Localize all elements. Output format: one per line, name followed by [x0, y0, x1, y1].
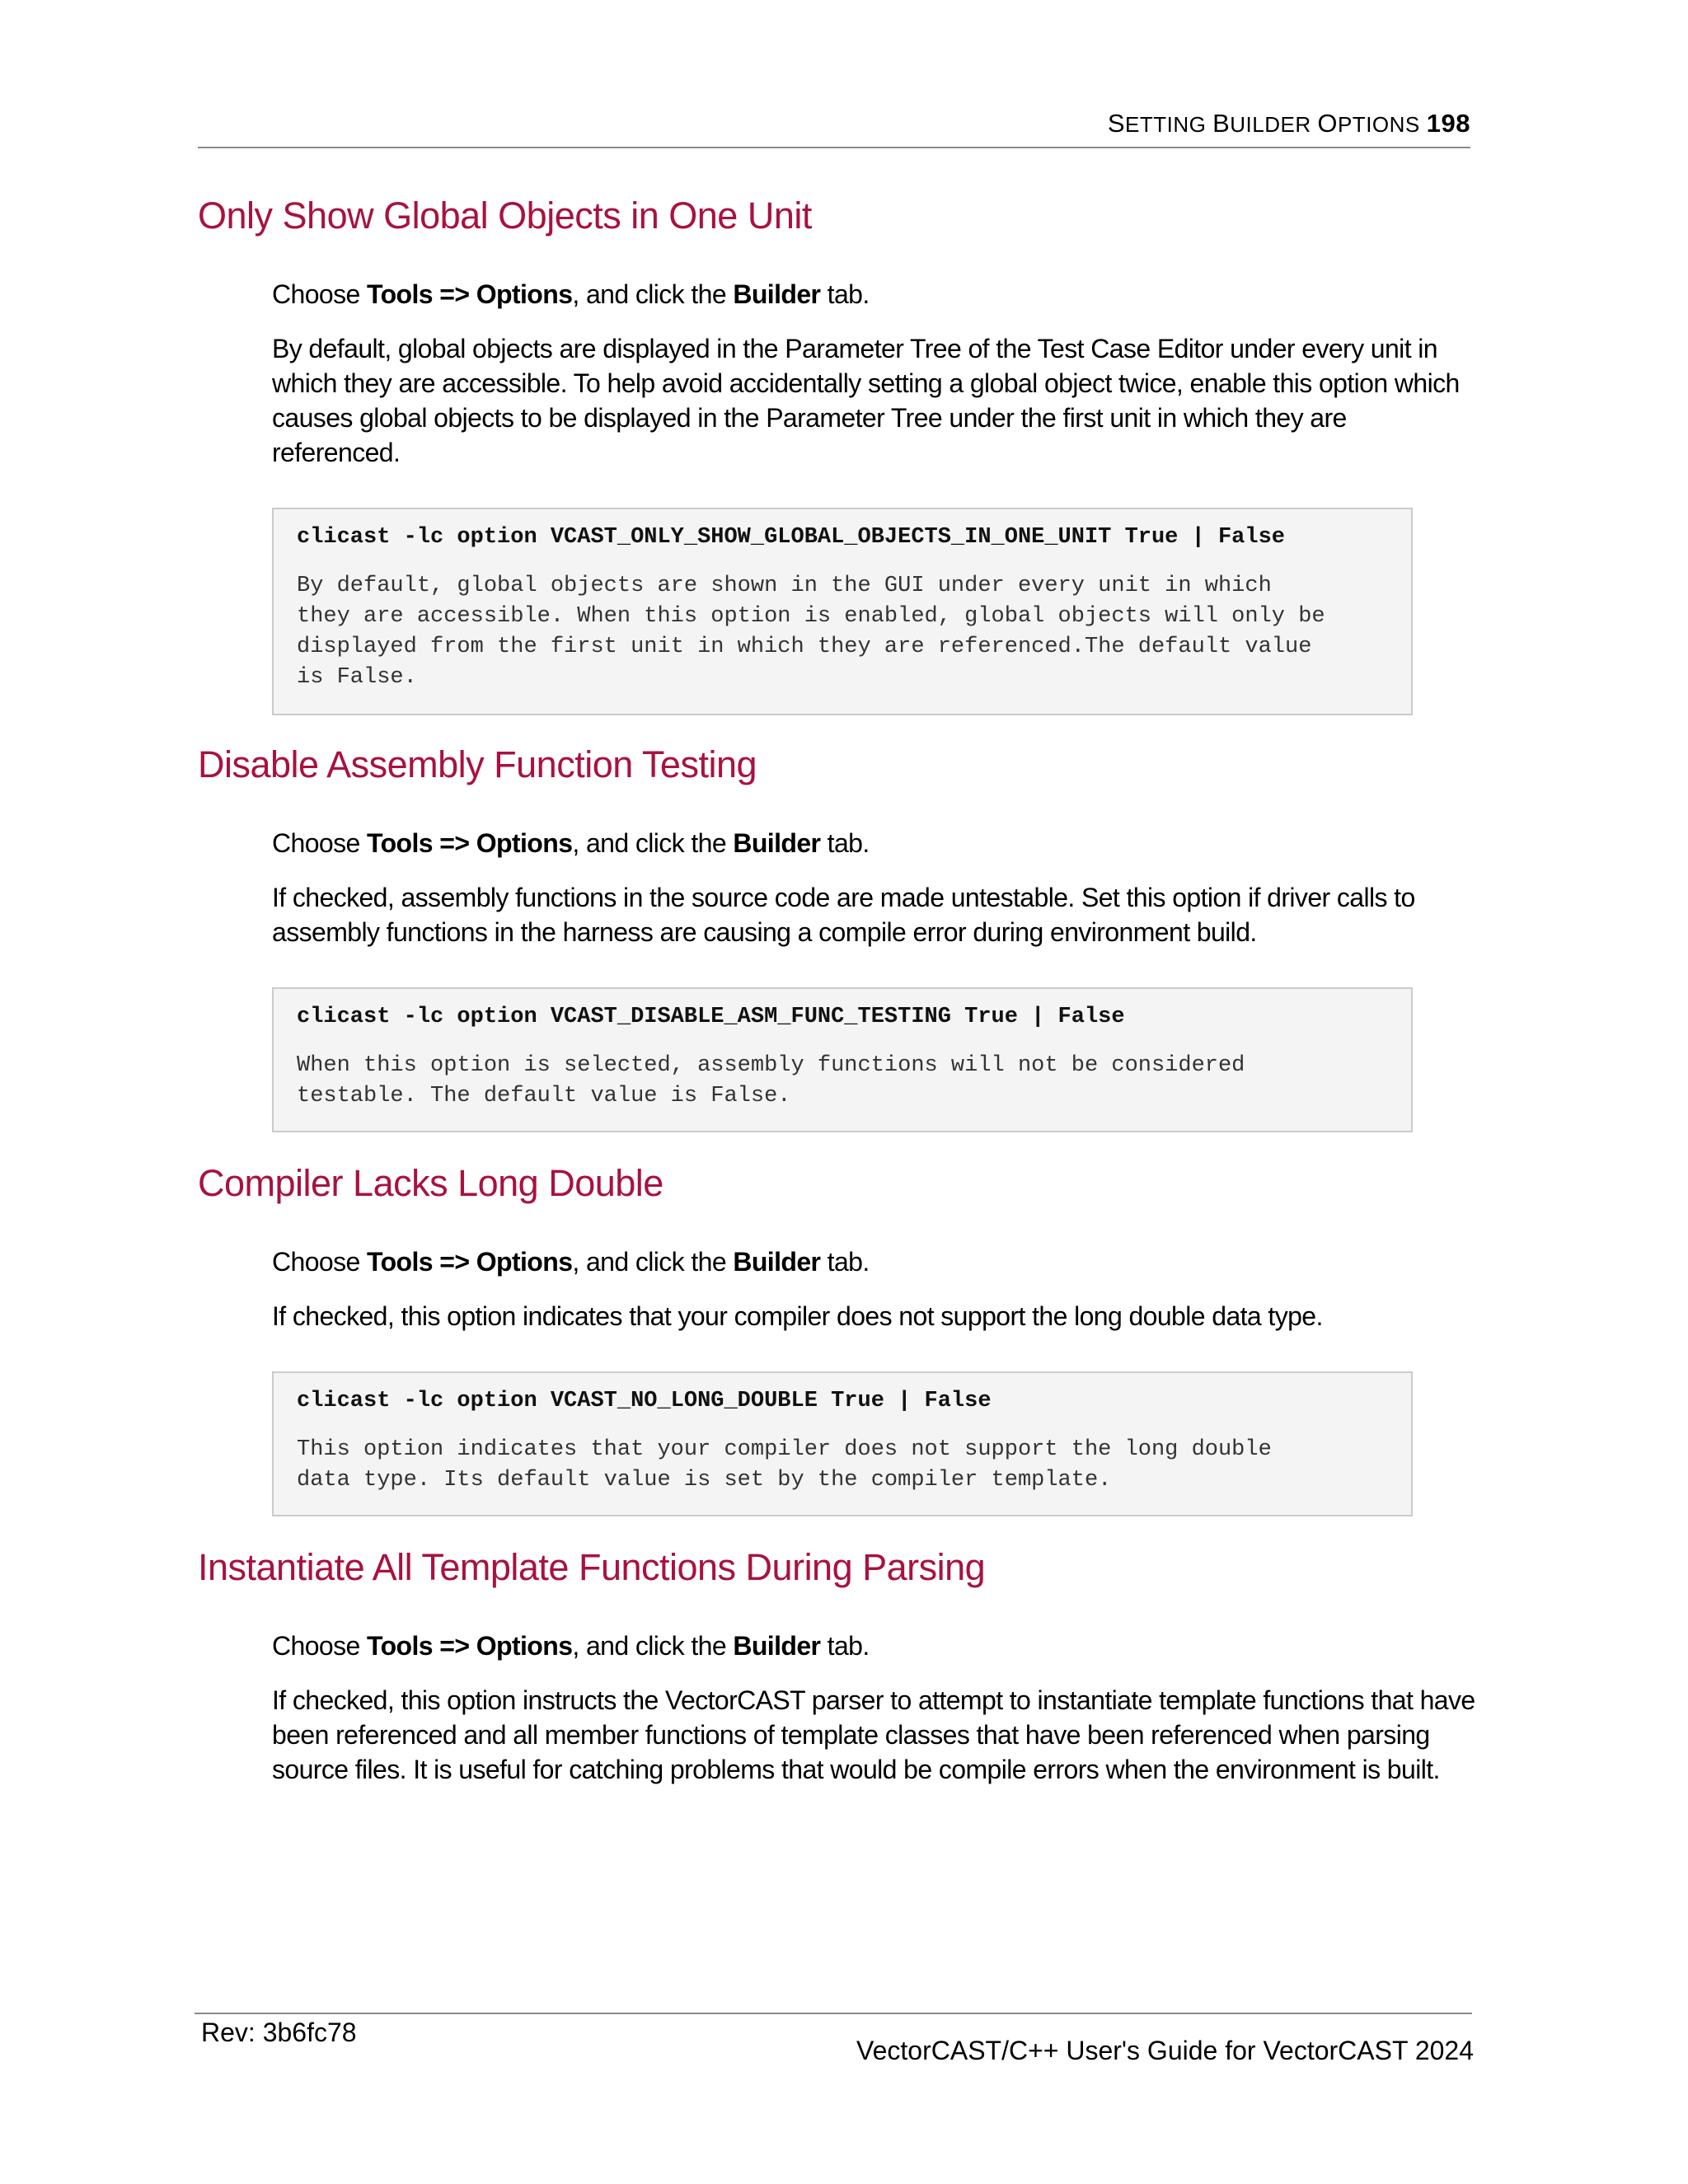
section-body: By default, global objects are displayed in the Parameter Tree of the Test Case Editor under every unit in which they are accessible. To help avoid accidentally setting a global object twice, enable this option which causes global objects to be displayed in the Parameter Tree under the first unit in which they are referenced. — [272, 334, 1460, 467]
menu-path: Tools => Options — [367, 1631, 573, 1661]
choose-text: , and click the — [572, 1631, 734, 1661]
choose-text: Choose — [272, 1631, 367, 1661]
choose-instruction — [272, 277, 1475, 312]
choose-text: tab. — [820, 1631, 870, 1661]
command-description: By default, global objects are shown in the GUI under every unit in which they are accessible. When this option is enabled, global objects will only be displayed from the first unit in which they are referenced.The default value is False. — [297, 574, 1325, 690]
menu-path: Tools => Options — [367, 828, 573, 858]
clicast-command: clicast -lc option VCAST_ONLY_SHOW_GLOBAL_OBJECTS_IN_ONE_UNIT True | False — [297, 525, 1285, 550]
clicast-command: clicast -lc option VCAST_DISABLE_ASM_FUNC_TESTING True | False — [297, 1005, 1125, 1029]
choose-instruction — [272, 1629, 1475, 1663]
header-title-part: O — [1317, 109, 1338, 138]
command-box — [272, 1371, 1413, 1516]
header-title-part: S — [1107, 109, 1126, 138]
menu-path: Tools => Options — [367, 279, 573, 309]
header-title-part: ETTING — [1125, 112, 1213, 137]
choose-text: Choose — [272, 279, 367, 309]
command-description: When this option is selected, assembly functions will not be considered testable. The default value is False. — [297, 1053, 1245, 1108]
header-title-part: UILDER — [1230, 112, 1318, 137]
choose-text: , and click the — [572, 828, 734, 858]
footer-revision: Rev: 3b6fc78 — [201, 2018, 357, 2047]
tab-name: Builder — [733, 1631, 821, 1661]
tab-name: Builder — [733, 279, 821, 309]
page-number: 198 — [1426, 109, 1470, 138]
section-body: If checked, assembly functions in the source code are made untestable. Set this option if driver calls to assembly functions in the harness are causing a compile error during environment build. — [272, 883, 1415, 947]
choose-instruction — [272, 826, 1475, 860]
command-box — [272, 987, 1413, 1132]
tab-name: Builder — [733, 1247, 821, 1277]
tab-name: Builder — [733, 828, 821, 858]
section-heading: Instantiate All Template Functions During Parsing — [198, 1546, 986, 1588]
clicast-command: clicast -lc option VCAST_NO_LONG_DOUBLE True | False — [297, 1389, 992, 1413]
choose-text: , and click the — [572, 1247, 734, 1277]
command-box — [272, 508, 1413, 715]
footer-rule — [195, 2013, 1472, 2014]
page-header — [198, 105, 1470, 148]
choose-text: tab. — [820, 279, 870, 309]
command-description: This option indicates that your compiler does not support the long double data type. Its default value is set by the compiler template. — [297, 1437, 1272, 1493]
running-header-title — [1108, 109, 1470, 138]
choose-text: tab. — [820, 1247, 870, 1277]
section-heading: Only Show Global Objects in One Unit — [198, 194, 812, 237]
choose-text: , and click the — [572, 279, 734, 309]
header-title-part: PTIONS — [1337, 112, 1420, 137]
section-heading: Compiler Lacks Long Double — [198, 1162, 663, 1204]
section-heading: Disable Assembly Function Testing — [198, 743, 757, 785]
choose-text: Choose — [272, 1247, 367, 1277]
choose-instruction — [272, 1244, 1475, 1279]
section-body: If checked, this option indicates that your compiler does not support the long double data type. — [272, 1301, 1323, 1331]
footer-guide-title: VectorCAST/C++ User's Guide for VectorCAST 2024 — [856, 2036, 1474, 2065]
choose-text: tab. — [820, 828, 870, 858]
header-title-part: B — [1212, 109, 1231, 138]
menu-path: Tools => Options — [367, 1247, 573, 1277]
choose-text: Choose — [272, 828, 367, 858]
section-body: If checked, this option instructs the VectorCAST parser to attempt to instantiate template functions that have been referenced and all member functions of template classes that have been referenced when parsing source files. It is useful for catching problems that would be compile errors when the environment is built. — [272, 1685, 1475, 1784]
